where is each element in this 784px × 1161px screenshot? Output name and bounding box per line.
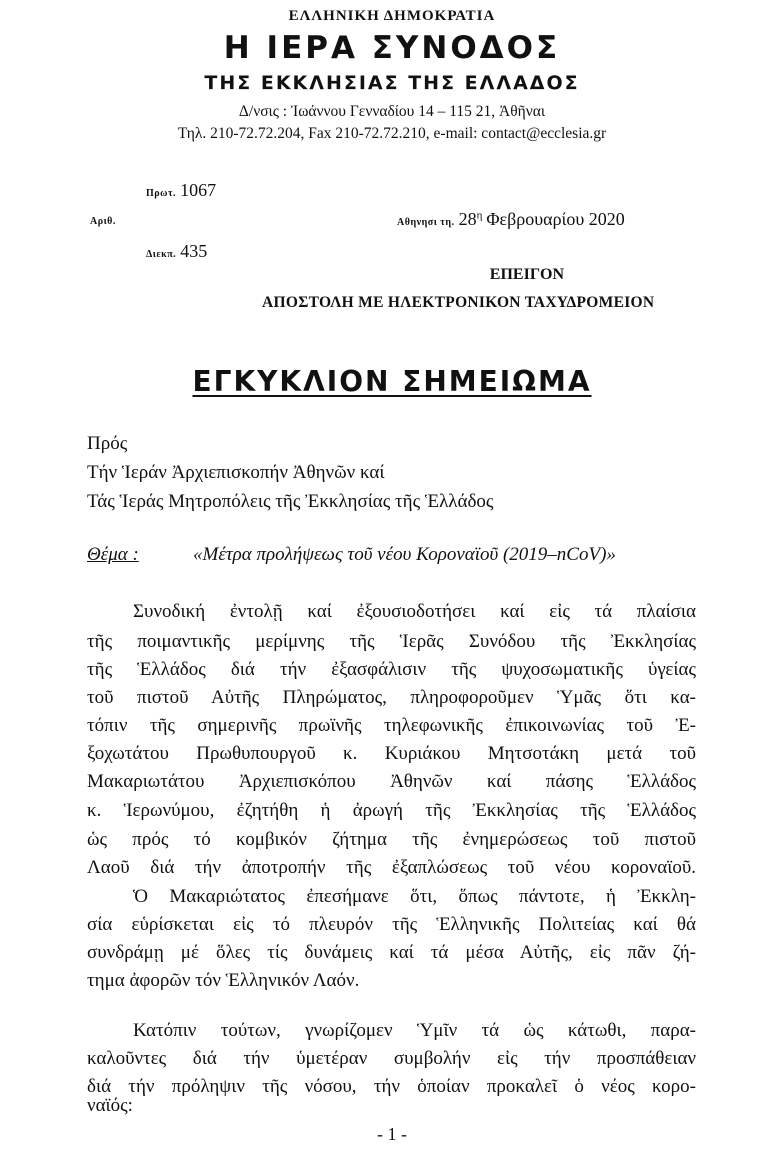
- body-line: κ. Ἱερωνύμου, ἐζητήθη ἡ ἀρωγή τῆς Ἐκκλησίας τῆς Ἑλλάδος: [87, 800, 696, 821]
- date-label: Αθηνησι τη.: [397, 217, 455, 228]
- state-heading: ΕΛΛΗΝΙΚΗ ΔΗΜΟΚΡΑΤΙΑ: [288, 8, 496, 24]
- body-line: τόπιν τῆς σημερινῆς πρωϊνῆς τηλεφωνικῆς ἐπικοινωνίας τοῦ Ἐ-: [87, 715, 696, 736]
- page-number: - 1 -: [377, 1124, 407, 1144]
- date-rest: Φεβρουαρίου 2020: [486, 209, 625, 229]
- diekp-label: Διεκπ.: [146, 249, 177, 260]
- body-line: συνδράμῃ μέ ὅλες τίς δυνάμεις καί τά μέσα Αὐτῆς, εἰς πᾶν ζή-: [87, 942, 696, 963]
- document-title-text: ΕΓΚΥΚΛΙΟΝ ΣΗΜΕΙΩΜΑ: [192, 365, 592, 398]
- date-line: [397, 209, 625, 230]
- protocol-number: [146, 180, 216, 201]
- recipient-to: Πρός: [87, 433, 128, 454]
- body-line: τοῦ πιστοῦ Αὐτῆς Πληρώματος, πληροφοροῦμεν Ὑμᾶς ὅτι κα-: [87, 687, 696, 708]
- body-line: Λαοῦ διά τήν ἀποτροπήν τῆς ἐξαπλώσεως τοῦ νέου κοροναϊοῦ.: [87, 857, 696, 878]
- church-heading: ΤΗΣ ΕΚΚΛΗΣΙΑΣ ΤΗΣ ΕΛΛΑΔΟΣ: [204, 72, 580, 94]
- urgent-label: ΕΠΕΙΓΟΝ: [489, 266, 564, 283]
- arithmos-label: Αριθ.: [90, 216, 116, 227]
- address-line: Δ/νσις : Ἰωάννου Γενναδίου 14 – 115 21, Ἀθῆναι: [238, 103, 546, 120]
- body-line: Ὁ Μακαριώτατος ἐπεσήμανε ὅτι, ὅπως πάντοτε, ἡ Ἐκκλη-: [133, 886, 696, 907]
- date-day: 28: [458, 209, 477, 229]
- date-sup: η: [476, 209, 483, 222]
- body-line: τῆς Ἑλλάδος διά τήν ἐξασφάλισιν τῆς ψυχοσωματικῆς ὑγείας: [87, 659, 696, 680]
- body-line: ὡς πρός τό κομβικόν ζήτημα τῆς ἐνημερώσεως τοῦ πιστοῦ: [87, 829, 696, 850]
- recipient-line-2: Τάς Ἱεράς Μητροπόλεις τῆς Ἐκκλησίας τῆς Ἑλλάδος: [87, 491, 494, 512]
- body-line: Μακαριωτάτου Ἀρχιεπισκόπου Ἀθηνῶν καί πάσης Ἑλλάδος: [87, 771, 696, 792]
- body-line: τῆς ποιμαντικῆς μερίμνης τῆς Ἱερᾶς Συνόδου τῆς Ἐκκλησίας: [87, 631, 696, 652]
- diekp-number: [146, 241, 207, 262]
- protocol-value: 1067: [180, 180, 217, 200]
- document-title: [0, 365, 784, 398]
- body-line: Κατόπιν τούτων, γνωρίζομεν Ὑμῖν τά ὡς κάτωθι, παρα-: [133, 1020, 696, 1041]
- protocol-label: Πρωτ.: [146, 188, 177, 199]
- body-line: Συνοδική ἐντολῇ καί ἐξουσιοδοτήσει καί εἰς τά πλαίσια: [133, 601, 696, 622]
- body-line: ξοχωτάτου Πρωθυπουργοῦ κ. Κυριάκου Μητσοτάκη μετά τοῦ: [87, 743, 696, 764]
- sending-method: ΑΠΟΣΤΟΛΗ ΜΕ ΗΛΕΚΤΡΟΝΙΚΟΝ ΤΑΧΥΔΡΟΜΕΙΟΝ: [262, 294, 655, 311]
- body-line: σία εὑρίσκεται εἰς τό πλευρόν τῆς Ἑλληνικῆς Πολιτείας καί θά: [87, 914, 696, 935]
- subject-label: Θέμα :: [87, 544, 139, 565]
- body-line: ναϊός:: [87, 1095, 133, 1116]
- contact-line: Τηλ. 210-72.72.204, Fax 210-72.72.210, e-mail: contact@ecclesia.gr: [177, 125, 607, 142]
- body-line: διά τήν πρόληψιν τῆς νόσου, τήν ὁποίαν προκαλεῖ ὁ νέος κορο-: [87, 1076, 696, 1097]
- body-line: τημα ἀφορῶν τόν Ἑλληνικόν Λαόν.: [87, 970, 360, 991]
- subject-text: «Μέτρα προλήψεως τοῦ νέου Κοροναϊοῦ (2019–nCoV)»: [193, 544, 616, 565]
- recipient-line-1: Τήν Ἱεράν Ἀρχιεπισκοπήν Ἀθηνῶν καί: [87, 462, 385, 483]
- body-line: καλοῦντες διά τήν ὑμετέραν συμβολήν εἰς τήν προσπάθειαν: [87, 1048, 696, 1069]
- diekp-value: 435: [180, 241, 208, 261]
- synod-heading: Η ΙΕΡΑ ΣΥΝΟΔΟΣ: [223, 30, 561, 66]
